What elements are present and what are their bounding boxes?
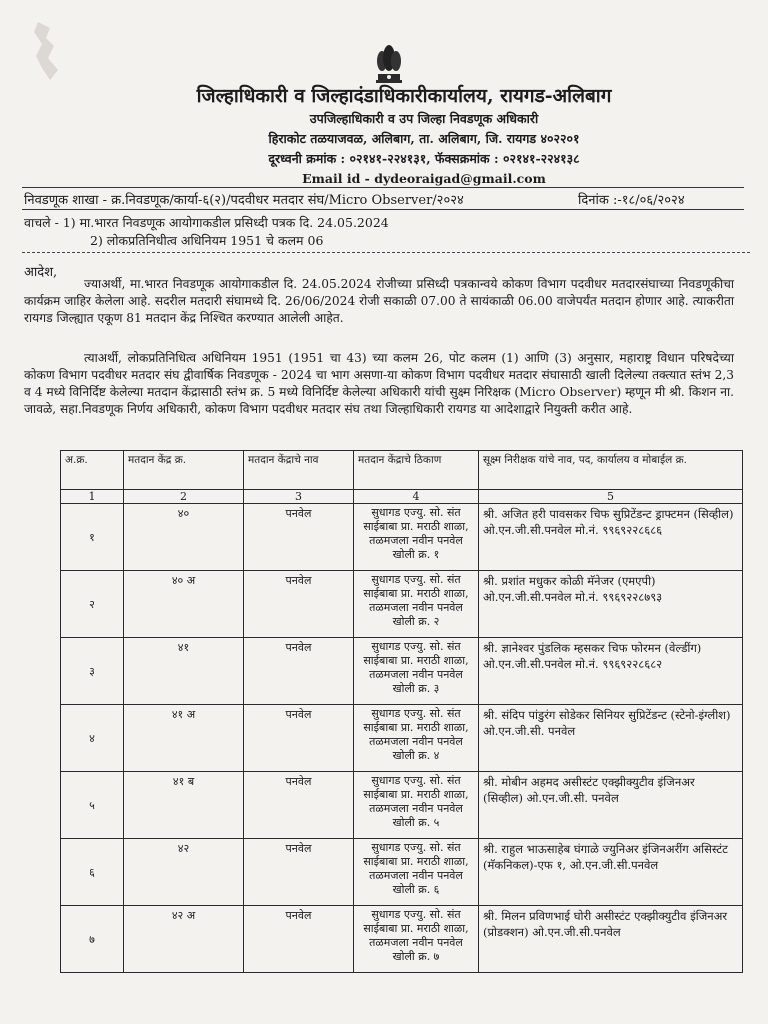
- cell-booth-no: ४० अ: [124, 571, 244, 638]
- table-row: [61, 638, 743, 705]
- reference-number: निवडणूक शाखा - क्र.निवडणूक/कार्या-६(२)/पदवीधर मतदार संघ/Micro Observer/२०२४: [24, 193, 464, 208]
- cell-observer: श्री. राहुल भाऊसाहेब घंगाळे ज्युनिअर इंजिनअरींग असिस्टंट (मॅकनिकल)-एफ १, ओ.एन.जी.सी.पनवेल: [479, 839, 743, 906]
- header-booth-name: मतदान केंद्राचे नाव: [244, 451, 354, 490]
- table-row: [61, 705, 743, 772]
- cell-booth-location: सुधागड एज्यु. सो. संत साईबाबा प्रा. मराठी शाळा, तळमजला नवीन पनवेल खोली क्र. ३: [354, 638, 479, 705]
- cell-booth-name: पनवेल: [244, 638, 354, 705]
- cell-booth-no: ४०: [124, 504, 244, 571]
- cell-booth-name: पनवेल: [244, 705, 354, 772]
- cell-booth-location: सुधागड एज्यु. सो. संत साईबाबा प्रा. मराठी शाळा, तळमजला नवीन पनवेल खोली क्र. ७: [354, 906, 479, 973]
- cell-booth-name: पनवेल: [244, 571, 354, 638]
- column-number: 4: [354, 490, 479, 504]
- reference-date: दिनांक :-१८/०६/२०२४: [578, 193, 685, 208]
- cell-booth-location: सुधागड एज्यु. सो. संत साईबाबा प्रा. मराठी शाळा, तळमजला नवीन पनवेल खोली क्र. १: [354, 504, 479, 571]
- cell-sr: ५: [61, 772, 124, 839]
- cell-booth-location: सुधागड एज्यु. सो. संत साईबाबा प्रा. मराठी शाळा, तळमजला नवीन पनवेल खोली क्र. ४: [354, 705, 479, 772]
- header-booth-location: मतदान केंद्राचे ठिकाण: [354, 451, 479, 490]
- table-row: [61, 504, 743, 571]
- cell-sr: १: [61, 504, 124, 571]
- read-reference-1: वाचले - 1) मा.भारत निवडणूक आयोगाकडील प्रसिध्दी पत्रक दि. 24.05.2024: [24, 215, 389, 230]
- header-observer: सूक्ष्म निरीक्षक यांचे नाव, पद, कार्यालय व मोबाईल क्र.: [479, 451, 743, 490]
- office-title: जिल्हाधिकारी व जिल्हादंडाधिकारीकार्यालय, रायगड-अलिबाग: [196, 85, 612, 107]
- cell-observer: श्री. मोबीन अहमद असीस्टंट एक्झीक्युटीव इंजिनअर (सिव्हील) ओ.एन.जी.सी. पनवेल: [479, 772, 743, 839]
- office-phone: दूरध्वनी क्रमांक : ०२१४१-२२४१३१, फॅक्सक्रमांक : ०२१४१-२२४१३८: [268, 151, 580, 166]
- cell-booth-location: सुधागड एज्यु. सो. संत साईबाबा प्रा. मराठी शाळा, तळमजला नवीन पनवेल खोली क्र. २: [354, 571, 479, 638]
- paragraph-2: त्याअर्थी, लोकप्रतिनिधित्व अधिनियम 1951 (1951 चा 43) च्या कलम 26, पोट कलम (1) आणि (3) अनुसार, महाराष्ट्र विधान परिषदेच्या कोकण विभाग पदवीधर मतदार संघ द्वीवार्षिक निवडणूक - 2024 चा भाग असणा-या कोकण विभाग पदवीधर मतदार संघासाठी खाली दिलेल्या तक्त्यात स्तंभ 2,3 व 4 मध्ये विनिर्दिष्ट केलेल्या मतदान केंद्रासाठी स्तंभ क्र. 5 मध्ये विनिर्दिष्ट केलेल्या अधिकारी यांची सुक्ष्म निरिक्षक (Micro Observer) म्हणून मी श्री. किशन ना. जावळे, सहा.निवडणूक निर्णय अधिकारी, कोकण विभाग पदवीधर मतदार संघ तथा जिल्हाधिकारी रायगड या आदेशाद्वारे नियुक्ती करीत आहे.: [24, 351, 734, 416]
- observer-table: [60, 450, 743, 973]
- cell-booth-location: सुधागड एज्यु. सो. संत साईबाबा प्रा. मराठी शाळा, तळमजला नवीन पनवेल खोली क्र. ५: [354, 772, 479, 839]
- cell-sr: ७: [61, 906, 124, 973]
- cell-booth-name: पनवेल: [244, 504, 354, 571]
- divider-top: [22, 187, 744, 188]
- column-number: 2: [124, 490, 244, 504]
- cell-booth-location: सुधागड एज्यु. सो. संत साईबाबा प्रा. मराठी शाळा, तळमजला नवीन पनवेल खोली क्र. ६: [354, 839, 479, 906]
- cell-booth-no: ४१: [124, 638, 244, 705]
- column-number: 5: [479, 490, 743, 504]
- office-address: हिराकोट तळयाजवळ, अलिबाग, ता. अलिबाग, जि. रायगड ४०२२०१: [268, 131, 580, 146]
- column-number: 1: [61, 490, 124, 504]
- cell-booth-no: ४१ अ: [124, 705, 244, 772]
- cell-observer: श्री. मिलन प्रविणभाई घोरी असीस्टंट एक्झीक्युटीव इंजिनअर (प्रोडक्शन) ओ.एन.जी.सी.पनवेल: [479, 906, 743, 973]
- table-header-row: [61, 451, 743, 490]
- national-emblem-icon: [372, 44, 406, 84]
- cell-booth-no: ४२: [124, 839, 244, 906]
- header-sr: अ.क्र.: [61, 451, 124, 490]
- cell-booth-name: पनवेल: [244, 839, 354, 906]
- cell-booth-name: पनवेल: [244, 772, 354, 839]
- table-row: [61, 772, 743, 839]
- table-row: [61, 839, 743, 906]
- sub-office: उपजिल्हाधिकारी व उप जिल्हा निवडणूक अधिकारी: [309, 111, 539, 126]
- cell-sr: २: [61, 571, 124, 638]
- column-number-row: [61, 490, 743, 504]
- cell-booth-no: ४१ ब: [124, 772, 244, 839]
- cell-observer: श्री. संदिप पांडुरंग सोडेकर सिनियर सुप्रिटेंडन्ट (स्टेनो-इंग्लीश) ओ.एन.जी.सी. पनवेल: [479, 705, 743, 772]
- divider-ref: [22, 209, 744, 210]
- paragraph-1: ज्याअर्थी, मा.भारत निवडणूक आयोगाकडील दि. 24.05.2024 रोजीच्या प्रसिध्दी पत्रकान्वये कोकण विभाग पदवीधर मतदारसंघाच्या निवडणूकीचा कार्यक्रम जाहिर केलेला आहे. सदरील मतदारी संघामध्ये दि. 26/06/2024 रोजी सकाळी 07.00 ते सायंकाळी 06.00 वाजेपर्यंत मतदान होणार आहे. त्याकरीता रायगड जिल्ह्यात एकूण 81 मतदान केंद्र निश्चित करण्यात आलेली आहेत.: [24, 277, 734, 325]
- cell-observer: श्री. अजित हरी पावसकर चिफ सुप्रिटेंडन्ट ड्राफ्टमन (सिव्हील) ओ.एन.जी.सी.पनवेल मो.नं. ९९६९२२८६८६: [479, 504, 743, 571]
- order-label: आदेश,: [24, 265, 58, 280]
- cell-observer: श्री. ज्ञानेश्वर पुंडलिक म्हसकर चिफ फोरमन (वेल्डींग) ओ.एन.जी.सी.पनवेल मो.नं. ९९६९२२८६८२: [479, 638, 743, 705]
- cell-booth-no: ४२ अ: [124, 906, 244, 973]
- cell-sr: ६: [61, 839, 124, 906]
- cell-booth-name: पनवेल: [244, 906, 354, 973]
- table-row: [61, 906, 743, 973]
- dashed-divider: [22, 252, 750, 253]
- table-row: [61, 571, 743, 638]
- cell-sr: ३: [61, 638, 124, 705]
- read-reference-2: 2) लोकप्रतिनिधीत्व अधिनियम 1951 चे कलम 06: [90, 233, 324, 248]
- office-email: Email id - dydeoraigad@gmail.com: [302, 171, 546, 186]
- cell-sr: ४: [61, 705, 124, 772]
- column-number: 3: [244, 490, 354, 504]
- paper-smudge: [28, 18, 78, 84]
- cell-observer: श्री. प्रशांत मधुकर कोळी मॅनेजर (एमएपी) ओ.एन.जी.सी.पनवेल मो.नं. ९९६९२२८७९३: [479, 571, 743, 638]
- header-booth-no: मतदान केंद्र क्र.: [124, 451, 244, 490]
